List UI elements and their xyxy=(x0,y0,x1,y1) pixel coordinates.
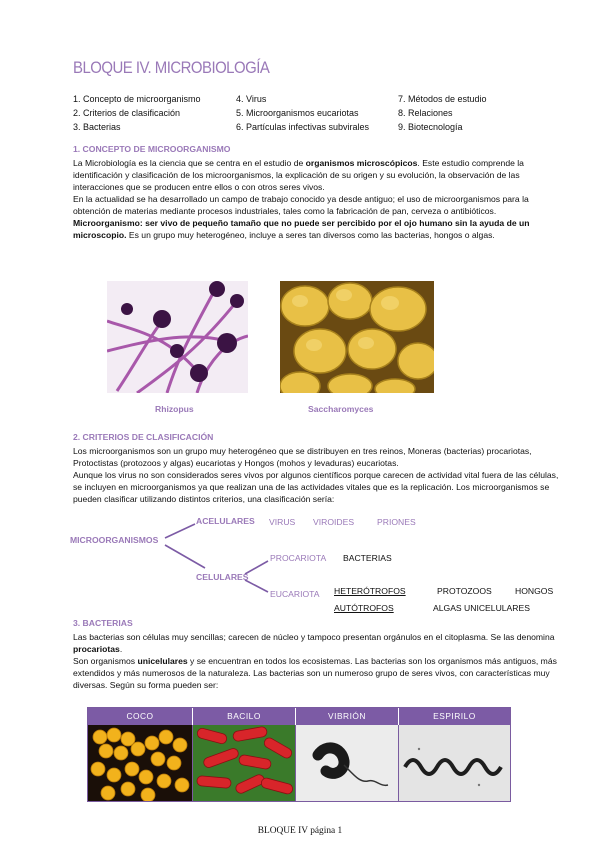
toc-item: 6. Partículas infectivas subvirales xyxy=(236,122,370,132)
text: y se encuentran en todos los ecosistemas. Las bacterias son los organismos más antiguos, más extendidos y más numerosos de la naturaleza. Las bacterias son un numeroso grupo de seres vivos, con características muy diversas. Según su forma pueden ser: xyxy=(73,656,557,690)
diagram-eucariota: EUCARIOTA xyxy=(270,589,320,599)
caption-rhizopus: Rhizopus xyxy=(155,404,194,414)
caption-saccharomyces: Saccharomyces xyxy=(308,404,374,414)
bold-term: procariotas xyxy=(73,644,120,654)
page-title: BLOQUE IV. MICROBIOLOGÍA xyxy=(73,58,270,77)
section-heading-3: 3. BACTERIAS xyxy=(73,618,133,628)
table-header-espirilo: ESPIRILO xyxy=(399,708,510,725)
bold-term: Microorganismo xyxy=(73,218,140,228)
diagram-autotrofos: AUTÓTROFOS xyxy=(334,603,394,613)
text: . Este estudio comprende la identificación y clasificación de los microorganismos, la explicación de su origen y su evolución, la observación de las interacciones que se producen entre ellos o con otros seres vivos. xyxy=(73,158,524,192)
diagram-priones: PRIONES xyxy=(377,517,416,527)
text: Es un grupo muy heterogéneo, incluye a seres tan diversos como las bacterias, hongos o algas. xyxy=(126,230,495,240)
section-3-text xyxy=(73,631,563,691)
bacilo-image xyxy=(193,725,296,801)
section-heading-1: 1. CONCEPTO DE MICROORGANISMO xyxy=(73,144,231,154)
toc-item: 4. Virus xyxy=(236,94,267,104)
diagram-heterotrofos: HETERÓTROFOS xyxy=(334,586,406,596)
table-header-coco: COCO xyxy=(88,708,193,725)
coco-image xyxy=(88,725,193,801)
toc-item: 8. Relaciones xyxy=(398,108,453,118)
toc-item: 9. Biotecnología xyxy=(398,122,463,132)
bacteria-shapes-table xyxy=(87,707,511,802)
section-heading-2: 2. CRITERIOS DE CLASIFICACIÓN xyxy=(73,432,214,442)
diagram-viroides: VIROIDES xyxy=(313,517,355,527)
diagram-acelulares: ACELULARES xyxy=(196,516,255,526)
text: Son organismos xyxy=(73,656,138,666)
text: La Microbiología es la ciencia que se centra en el estudio de xyxy=(73,158,306,168)
toc-item: 1. Concepto de microorganismo xyxy=(73,94,201,104)
page-footer: BLOQUE IV página 1 xyxy=(257,826,343,836)
toc-item: 2. Criterios de clasificación xyxy=(73,108,181,118)
diagram-hongos: HONGOS xyxy=(515,586,554,596)
table-header-vibrion: VIBRIÓN xyxy=(296,708,399,725)
diagram-root: MICROORGANISMOS xyxy=(70,535,159,545)
diagram-celulares: CELULARES xyxy=(196,572,249,582)
text: Las bacterias son células muy sencillas; carecen de núcleo y tampoco presentan orgánulos en el citoplasma. Se las denomina xyxy=(73,632,555,642)
bold-definition: : ser vivo de pequeño tamaño que no puede ser percibido por el ojo humano sin la ayuda de un microscopio. xyxy=(73,218,530,240)
bold-term: unicelulares xyxy=(137,656,188,666)
diagram-bacterias: BACTERIAS xyxy=(343,553,392,563)
text: . xyxy=(119,644,123,654)
diagram-procariota: PROCARIOTA xyxy=(270,553,327,563)
paragraph xyxy=(73,631,563,655)
paragraph: En la actualidad se ha desarrollado un campo de trabajo conocido ya desde antiguo; el uso de microorganismos para la obtención de materias mediante procesos industriales, tales como la fabricación de pan, cerveza o antibióticos. xyxy=(73,194,529,216)
diagram-protozoos: PROTOZOOS xyxy=(437,586,492,596)
paragraph: Los microorganismos son un grupo muy heterogéneo que se distribuyen en tres reinos, Moneras (bacterias) procariotas, Protoctistas (protozoos y algas) eucariotas y Hongos (mohos y levaduras) eucariotas. xyxy=(73,446,532,468)
paragraph: Aunque los virus no son considerados seres vivos por algunos científicos porque carecen de actividad vital fuera de las células, se incluyen en microorganismos ya que realizan una de las actividades vitales que es la replicación. Los microorganismos se pueden clasificar utilizando distintos criterios, una clasificación sería: xyxy=(73,470,559,504)
espirilo-image xyxy=(399,725,510,801)
vibrion-image xyxy=(296,725,399,801)
paragraph xyxy=(73,655,563,691)
toc-item: 5. Microorganismos eucariotas xyxy=(236,108,359,118)
table-header-bacilo: BACILO xyxy=(193,708,296,725)
toc-item: 3. Bacterias xyxy=(73,122,121,132)
bold-term: organismos microscópicos xyxy=(305,158,418,168)
diagram-virus: VIRUS xyxy=(269,517,296,527)
toc-item: 7. Métodos de estudio xyxy=(398,94,487,104)
diagram-algas: ALGAS UNICELULARES xyxy=(433,603,530,613)
